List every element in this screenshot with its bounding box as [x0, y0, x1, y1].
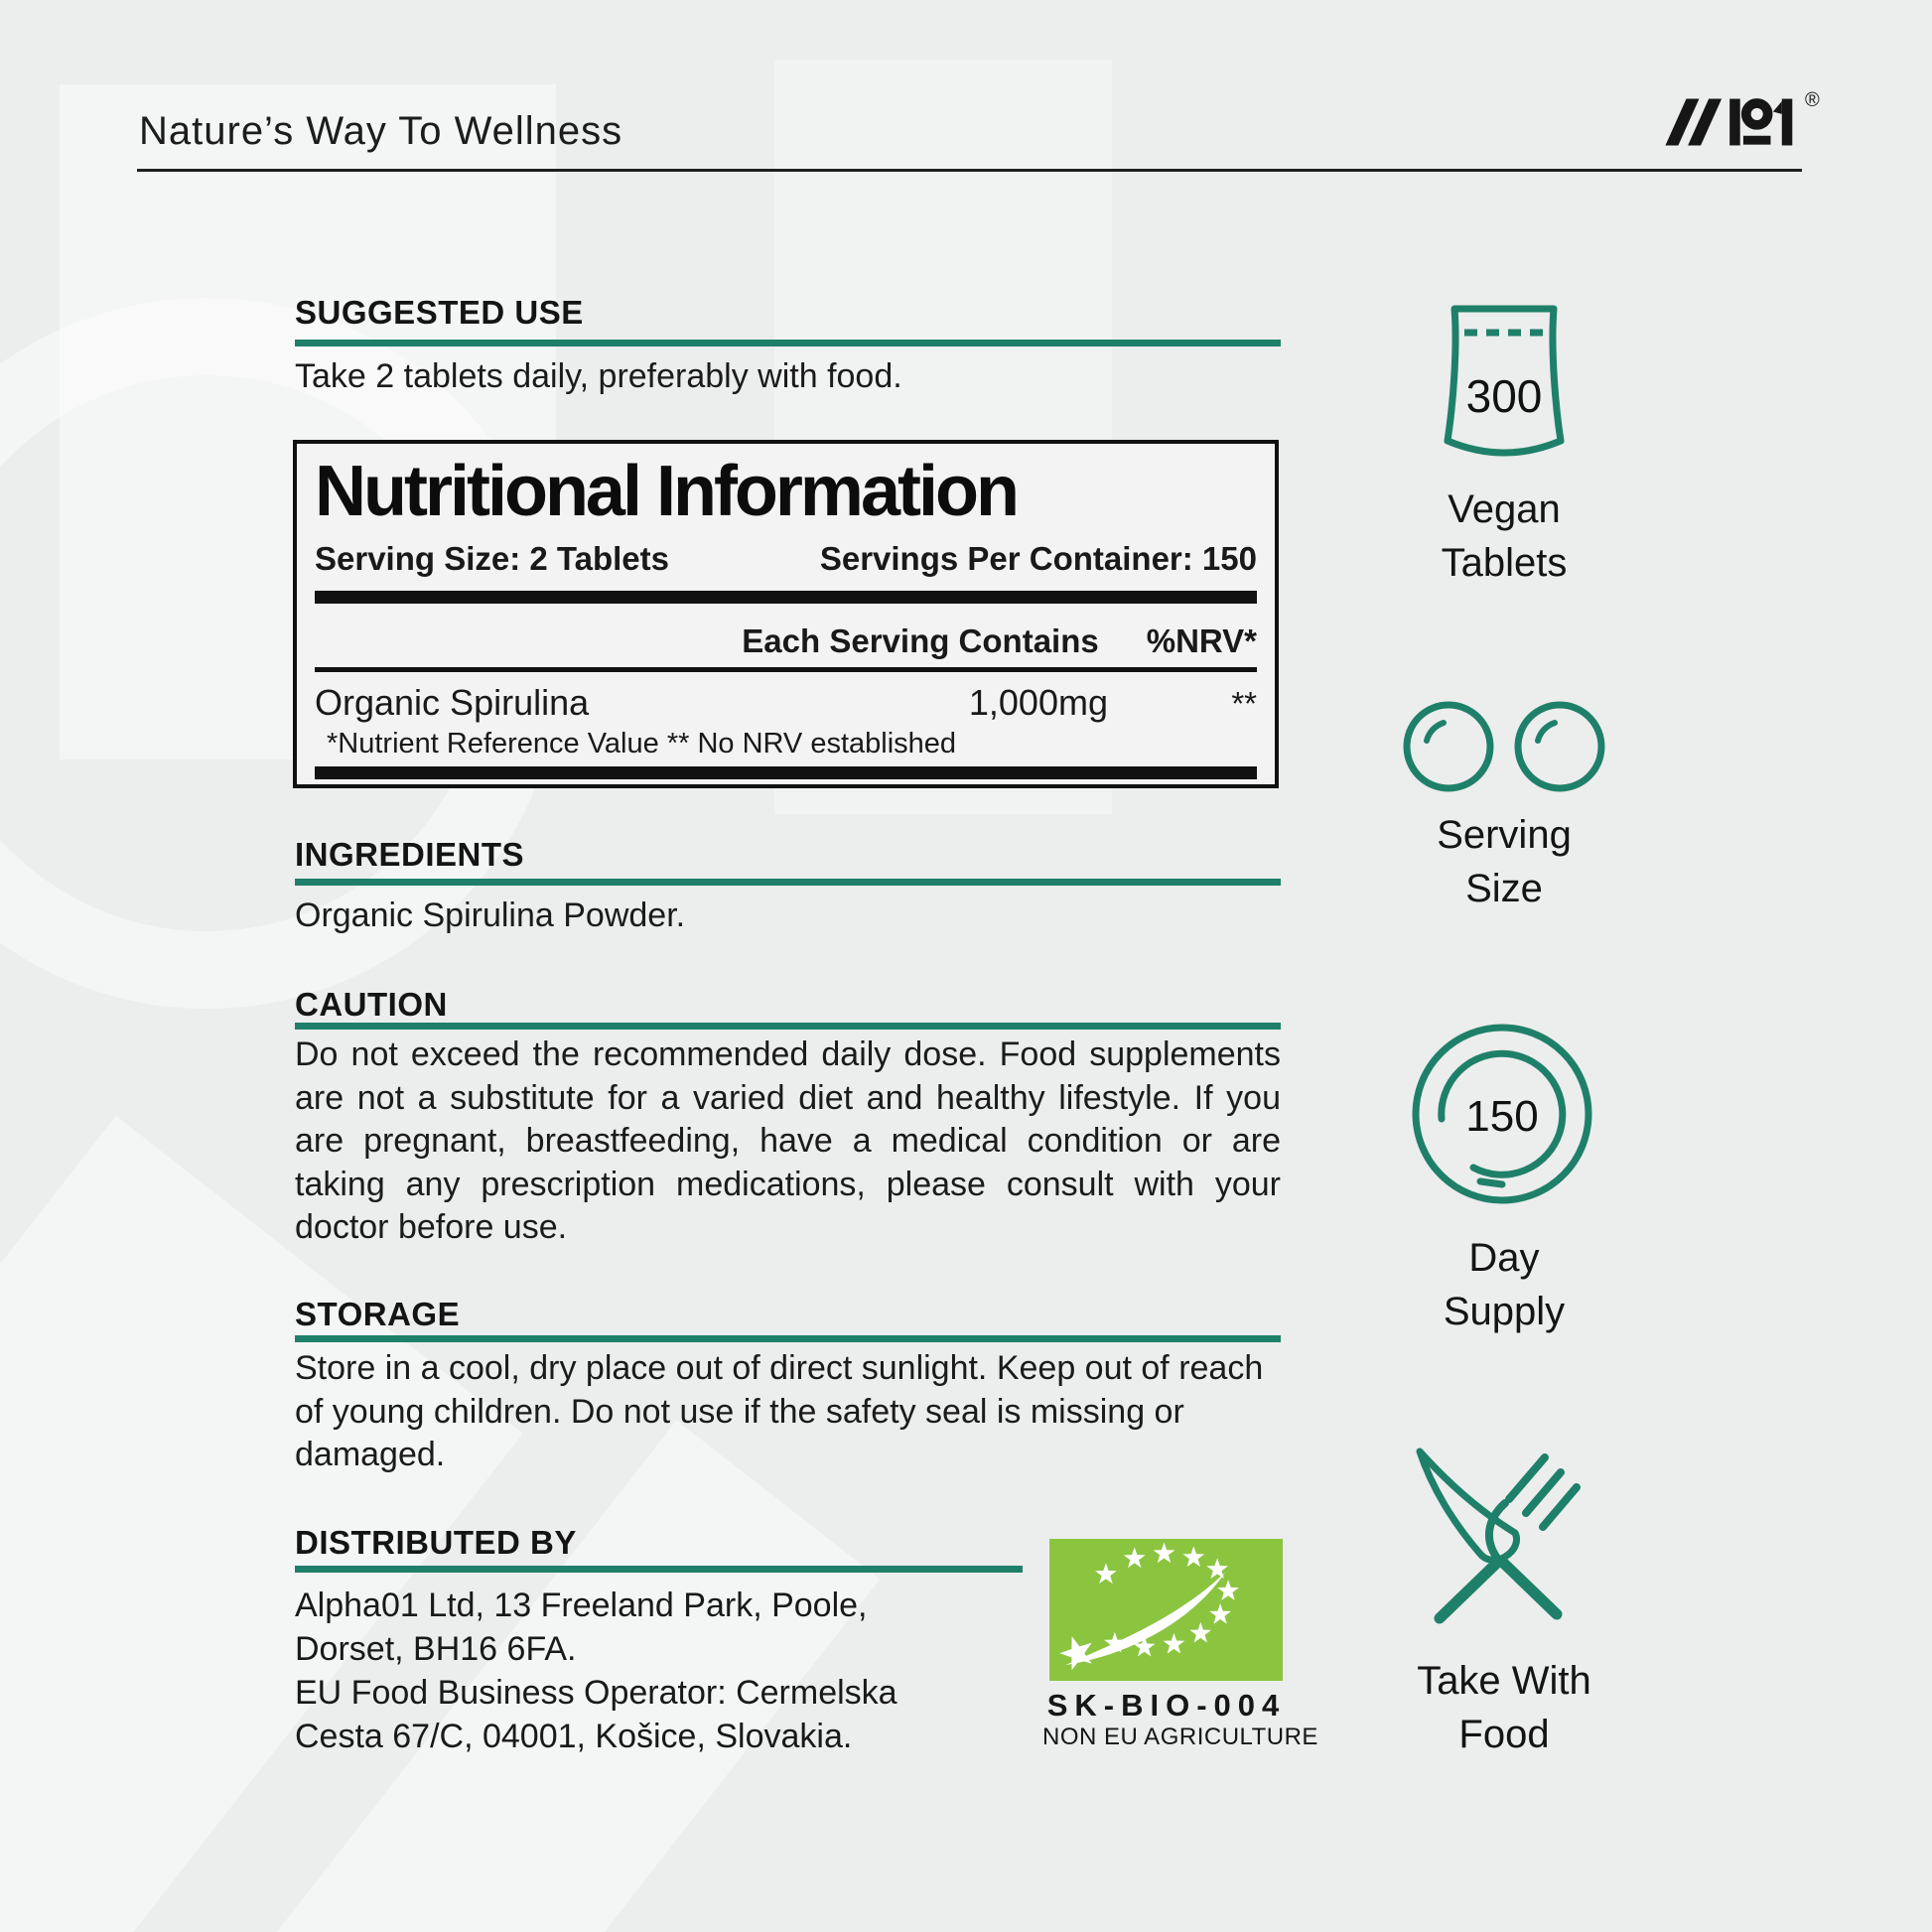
nrv-footnote: *Nutrient Reference Value ** No NRV established [327, 728, 957, 759]
distributor-address-line: Alpha01 Ltd, 13 Freeland Park, Poole, [295, 1587, 868, 1624]
storage-underline [295, 1335, 1281, 1342]
distributor-address-line: Dorset, BH16 6FA. [295, 1630, 577, 1668]
distributor-address-line: Cesta 67/C, 04001, Košice, Slovakia. [295, 1718, 853, 1755]
caution-heading: CAUTION [295, 986, 448, 1023]
panel-column-headers [315, 621, 1257, 661]
take-with-food-label: Take With Food [1417, 1659, 1591, 1756]
table-row [315, 684, 1257, 723]
tablet-count-value: 300 [1465, 370, 1543, 422]
ingredients-underline [295, 879, 1281, 886]
header-divider [137, 169, 1802, 172]
ingredients-heading: INGREDIENTS [295, 836, 525, 873]
organic-certification-code: SK-BIO-004 [1046, 1688, 1287, 1723]
storage-body: Store in a cool, dry place out of direct sunlight. Keep out of reach of young children. Do not use if the safety seal is missing or damaged. [295, 1349, 1264, 1473]
cutlery-icon [1398, 1440, 1606, 1634]
distributed-by-underline [295, 1566, 1023, 1573]
registered-mark: ® [1805, 89, 1820, 111]
distributor-address-line: EU Food Business Operator: Cermelska [295, 1674, 897, 1712]
nrv-header: %NRV* [1146, 622, 1257, 659]
brand-tagline: Nature’s Way To Wellness [139, 109, 623, 153]
day-supply-label: Day Supply [1443, 1236, 1566, 1333]
panel-divider-thick [315, 591, 1257, 604]
serving-size-label: Serving Size [1437, 813, 1572, 910]
brand-logo-icon [1659, 93, 1802, 151]
serving-tablets-icon [1400, 698, 1608, 795]
storage-heading: STORAGE [295, 1296, 461, 1332]
each-serving-header: Each Serving Contains [742, 622, 1099, 659]
servings-per-container-text: Servings Per Container: 150 [819, 540, 1257, 577]
nutrient-nrv: ** [1231, 685, 1257, 722]
panel-divider-thin [315, 667, 1257, 672]
caution-underline [295, 1023, 1281, 1030]
day-supply-value: 150 [1465, 1092, 1539, 1141]
agriculture-origin-note: NON EU AGRICULTURE [1042, 1724, 1318, 1750]
nutrient-name: Organic Spirulina [315, 682, 590, 723]
distributed-by-heading: DISTRIBUTED BY [295, 1524, 577, 1561]
nutrition-panel-title: Nutritional Information [315, 452, 1017, 531]
suggested-use-body: Take 2 tablets daily, preferably with food. [295, 357, 902, 395]
caution-body: Do not exceed the recommended daily dose. Food supplements are not a substitute for a varied diet and healthy lifestyle. If you are pregnant, breastfeeding, have a medical condition or are taking any prescription medications, please consult with your doctor before use. [295, 1035, 1281, 1246]
suggested-use-heading: SUGGESTED USE [295, 294, 584, 331]
serving-info-row [315, 539, 1257, 579]
vegan-tablets-label: Vegan Tablets [1441, 487, 1568, 585]
suggested-use-underline [295, 340, 1281, 346]
eu-organic-leaf-icon [1049, 1539, 1283, 1681]
ingredients-body: Organic Spirulina Powder. [295, 897, 686, 934]
serving-size-text: Serving Size: 2 Tablets [315, 540, 670, 577]
nutrient-amount: 1,000mg [968, 682, 1108, 723]
panel-divider-thick [315, 766, 1257, 779]
nutrition-facts-panel [293, 440, 1279, 788]
